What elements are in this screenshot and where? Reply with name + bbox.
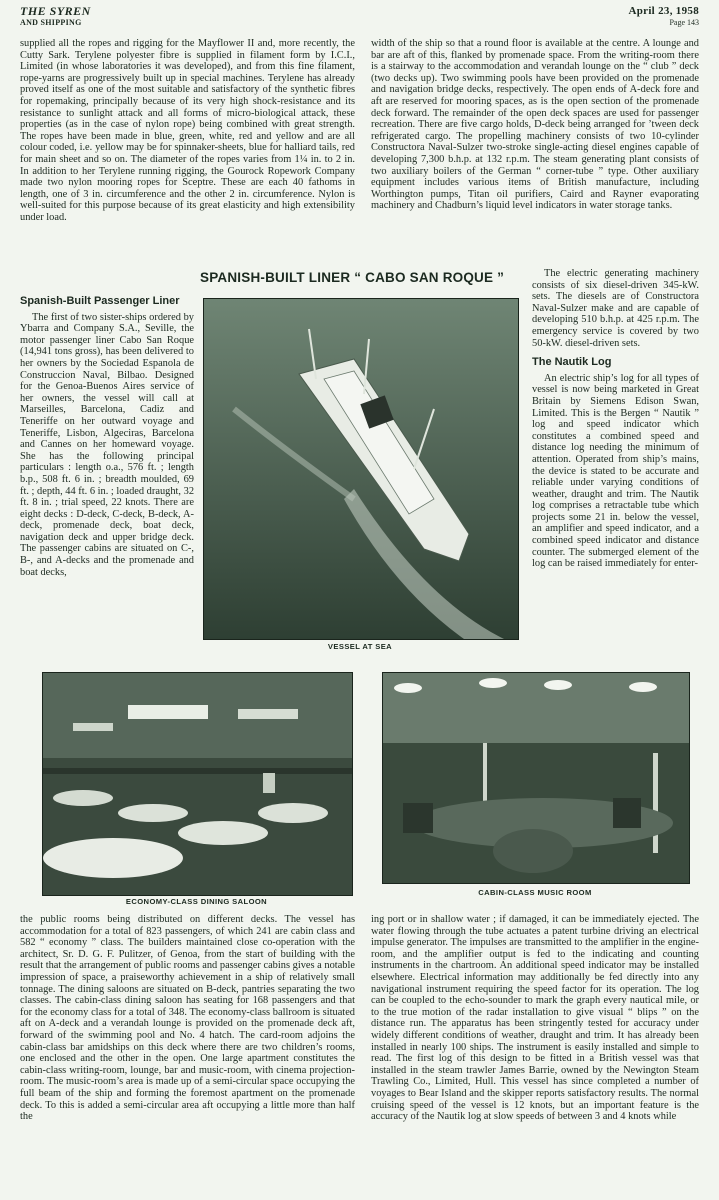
dining-saloon-illustration <box>43 673 352 895</box>
article-title: SPANISH-BUILT LINER “ CABO SAN ROQUE ” <box>200 270 505 285</box>
issue-info <box>628 6 699 28</box>
section-heading: Spanish-Built Passenger Liner <box>20 295 180 307</box>
masthead <box>20 6 91 28</box>
paragraph: ing port or in shallow water ; if damaged, it can be immediately ejected. The water flowing through the tube actuates a patent turbine driving an electrical impulse generator. The impulses are transmitted to the amplifier in the engine-room, and the amplifier output is fed to the indicating and counting instruments in the chartroom. An additional speed indicator may be installed elsewhere. Electrical information may additionally be fed directly into any navigational instrument requiring the speed factor for its operation. The log can be coupled to the echo-sounder to mark the graph every nautical mile, or to the true motion of the radar installation to give visual “ blips ” on the distance run. The apparatus has been stringently tested for accuracy under widely different conditions of weather, draught and trim. It has already been installed in nearly 100 ships. The instrument is easily installed and simple to read. The first log of this design to be fitted in a British vessel was that installed in the steam trawler James Barrie, owned by the Newington Steam Trawling Co., Limited, Hull. This vessel has since completed a number of voyages to Bear Island and the skipper reports satisfactory results. The normal cruising speed of the vessel is 12 knots, but an important feature is the accuracy of the Nautik log at slow speeds of between 3 and 4 knots while <box>371 914 699 1123</box>
article-text-top-left <box>20 38 355 224</box>
music-room-illustration <box>383 673 689 883</box>
journal-title: THE SYREN <box>20 4 91 18</box>
article-text-bottom-left <box>20 914 355 1123</box>
paragraph: The first of two sister-ships ordered by Ybarra and Company S.A., Seville, the motor passenger liner Cabo San Roque (14,941 tons gross), has been delivered to her owners by the Sociedad Espanola de Construccion Naval, Bilbao. Designed for the Genoa-Buenos Aires service of her owners, the vessel will call at Marseilles, Barcelona, Cadiz and Teneriffe on her outward voyage and Teneriffe, Lisbon, Algeciras, Barcelona and Cannes on her homeward voyage. She has the following principal particulars : length o.a., 576 ft. ; length b.p., 508 ft. 6 in. ; breadth moulded, 69 ft. ; depth, 44 ft. 6 in. ; loaded draught, 32 ft. 8 in. ; trial speed, 22 knots. There are eight decks : D-deck, C-deck, B-deck, A-deck, promenade deck, boat deck, navigation deck and upper bridge deck. The passenger cabins are situated on C-, B-, and A-decks and the promenade and boat decks, <box>20 311 195 578</box>
ship-photo-caption: VESSEL AT SEA <box>327 642 393 651</box>
article-text-right <box>532 268 699 570</box>
issue-date: April 23, 1958 <box>628 5 699 17</box>
journal-subtitle: AND SHIPPING <box>20 18 82 27</box>
paragraph: width of the ship so that a round floor is available at the centre. A lounge and bar are aft of this, flanked by promenade space. From the writing-room there is a stairway to the accommodation and verandah lounge on the “ club ” deck (two decks up). Two swimming pools have been provided on the promenade and navigation bridge decks, respectively. The open ends of A-deck fore and aft are reserved for mooring spaces, as is the open section of the promenade deck forward. The remainder of the open deck spaces are used for passenger recreation. There are five cargo holds, D-deck being arranged for ’tween deck refrigerated cargo. The propelling machinery consists of two 10-cylinder Constructora Naval-Sulzer two-stroke single-acting diesel engines capable of developing 7,300 b.h.p. at 132 r.p.m. The steam generating plant consists of two auxiliary boilers of the German “ corner-tube ” type. Other auxiliary equipment includes various items of British manufacture, including Worthington pumps, Titan oil purifiers, Caird and Rayner evaporating machinery and Chadburn’s liquid level indicators in water storage tanks. <box>371 38 699 212</box>
page-number: Page 143 <box>669 18 699 27</box>
paragraph: the public rooms being distributed on different decks. The vessel has accommodation for a total of 823 passengers, of which 241 are cabin class and 582 “ economy ” class. The builders maintained close co-operation with the architect, Sr. D. G. F. Pulitzer, of Genoa, from the start of building with the result that the arrangement of public rooms and passenger cabins gives a notable impression of space, a praiseworthy achievement in a ship of relatively small tonnage. The dining saloons are situated on B-deck, pantries separating the two classes. The cabin-class dining saloon has seating for 168 passengers and that for the economy class for a total of 348. The economy-class ballroom is situated aft on A-deck and a verandah lounge is provided on the promenade deck aft, forward of the swimming pool and No. 4 hatch. The card-room adjoins the cabin-class bar amidships on this deck where there are two children’s rooms, one enclosed and the other in the open. One large apartment constitutes the cabin-class writing-room, lounge, bar and music-room, with cinema projection-room. The music-room’s area is made up of a semi-circular space occupying the full beam of the ship and forming the foremost apartment on the promenade deck. To this is added a semi-circular area aft occupying a little more than half the <box>20 914 355 1123</box>
ship-photo <box>203 298 519 640</box>
article-text-top-right <box>371 38 699 212</box>
music-room-caption: CABIN-CLASS MUSIC ROOM <box>478 888 592 897</box>
section-heading: The Nautik Log <box>532 356 612 369</box>
article-text-bottom-right <box>371 914 699 1123</box>
music-room-photo <box>382 672 690 884</box>
paragraph: supplied all the ropes and rigging for the Mayflower II and, more recently, the Cutty Sark. Terylene polyester fibre is supplied in filament form by I.C.I., Limited (in whose laboratories it was developed), and from this fine filament, rope-yarns are progressively built up in special machines. Terylene has already proved itself as one of the most suitable and satisfactory of the synthetic fibres for ropemaking, principally because of its very high shock-resistance and its resistance to sunlight attack and all forms of micro-biological attack, these properties (as in the case of nylon rope) being combined with great strength. The ropes have been made in blue, green, white, red and yellow and are all colour coded, i.e. yellow may be for spinnaker-sheets, blue for halliard tails, red for main sheet and so on. The diameter of the ropes varies from 1¼ in. to 2 in. In addition to her Terylene running rigging, the Gourock Ropework Company made two nylon mooring ropes for Sceptre. These are each 40 fathoms in length, one of 3 in. circumference and the other 2 in. circumference. Nylon is well-suited for this purpose because of its great elasticity and high extensibility under load. <box>20 38 355 223</box>
dining-saloon-caption: ECONOMY-CLASS DINING SALOON <box>125 897 268 906</box>
ship-illustration <box>204 299 518 639</box>
paragraph: The electric generating machinery consists of six diesel-driven 345-kW. sets. The diesels are of Constructora Naval-Sulzer make and are capable of developing 510 b.h.p. at 425 r.p.m. The emergency service is covered by two 50-kW. diesel-driven sets. <box>532 268 699 349</box>
paragraph: An electric ship’s log for all types of vessel is now being marketed in Great Britain by Siemens Edison Swan, Limited. This is the Bergen “ Nautik ” log and speed indicator which constitutes a combined speed and distance log needing the minimum of attention. Operated from ship’s mains, the device is stated to be accurate and reliable under varying conditions of weather, draught and trim. The Nautik log comprises a retractable tube which projects some 21 in. below the vessel, an amplifier and speed indicator, and a combined speed indicator and distance counter. The submerged element of the log can be raised immediately for enter- <box>532 372 699 570</box>
article-text-left <box>20 296 194 578</box>
dining-saloon-photo <box>42 672 353 896</box>
